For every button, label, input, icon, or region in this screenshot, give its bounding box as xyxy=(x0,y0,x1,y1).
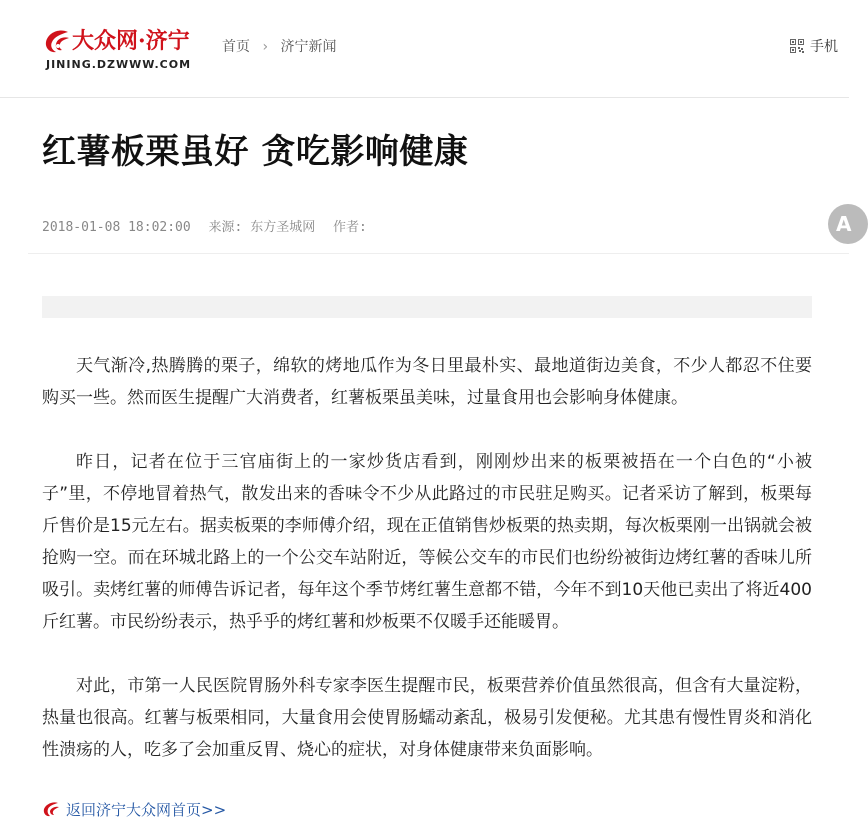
breadcrumb xyxy=(222,38,337,56)
logo-domain: JINING.DZWWW.COM xyxy=(46,58,192,71)
qr-code-icon xyxy=(790,39,804,53)
mobile-version-link[interactable] xyxy=(790,38,838,56)
breadcrumb-home[interactable]: 首页 xyxy=(222,39,250,55)
article-meta xyxy=(42,219,377,237)
ad-placeholder xyxy=(42,296,812,318)
dzwww-logo-icon xyxy=(42,800,60,818)
article-author: 作者: xyxy=(333,220,367,235)
back-to-home-link[interactable] xyxy=(42,800,226,820)
logo-swirl-icon xyxy=(42,26,72,56)
mobile-version-label: 手机 xyxy=(810,39,838,55)
divider xyxy=(28,253,849,254)
back-link-label: 返回济宁大众网首页>> xyxy=(66,801,227,819)
article-paragraph: 昨日，记者在位于三官庙街上的一家炒货店看到，刚刚炒出来的板栗被捂在一个白色的“小被子”里，不停地冒着热气，散发出来的香味令不少从此路过的市民驻足购买。记者采访了解到，板栗每斤售价是15元左右。据卖板栗的李师傅介绍，现在正值销售炒板栗的热卖期，每次板栗刚一出锅就会被抢购一空。而在环城北路上的一个公交车站附近，等候公交车的市民们也纷纷被街边烤红薯的香味儿所吸引。卖烤红薯的师傅告诉记者，每年这个季节烤红薯生意都不错，今年不到10天他已卖出了将近400斤红薯。市民纷纷表示，热乎乎的烤红薯和炒板栗不仅暖手还能暖胃。 xyxy=(42,452,812,632)
article-source: 来源: 东方圣城网 xyxy=(208,220,316,235)
site-logo[interactable] xyxy=(42,24,204,74)
site-header xyxy=(0,0,849,98)
font-size-button[interactable]: A xyxy=(828,204,868,244)
article-paragraph: 天气渐冷,热腾腾的栗子，绵软的烤地瓜作为冬日里最朴实、最地道街边美食，不少人都忍不住要购买一些。然而医生提醒广大消费者，红薯板栗虽美味，过量食用也会影响身体健康。 xyxy=(42,356,812,408)
breadcrumb-jining-news[interactable]: 济宁新闻 xyxy=(280,39,337,55)
article-paragraph: 对此，市第一人民医院胃肠外科专家李医生提醒市民，板栗营养价值虽然很高，但含有大量淀粉，热量也很高。红薯与板栗相同，大量食用会使胃肠蠕动紊乱，极易引发便秘。尤其患有慢性胃炎和消化性溃疡的人，吃多了会加重反胃、烧心的症状，对身体健康带来负面影响。 xyxy=(42,676,812,760)
publish-datetime: 2018-01-08 18:02:00 xyxy=(42,220,191,235)
logo-text: 大众网·济宁 xyxy=(72,28,190,54)
chevron-right-icon: › xyxy=(262,39,269,55)
article-body xyxy=(42,350,812,766)
article-title: 红薯板栗虽好 贪吃影响健康 xyxy=(42,132,469,172)
